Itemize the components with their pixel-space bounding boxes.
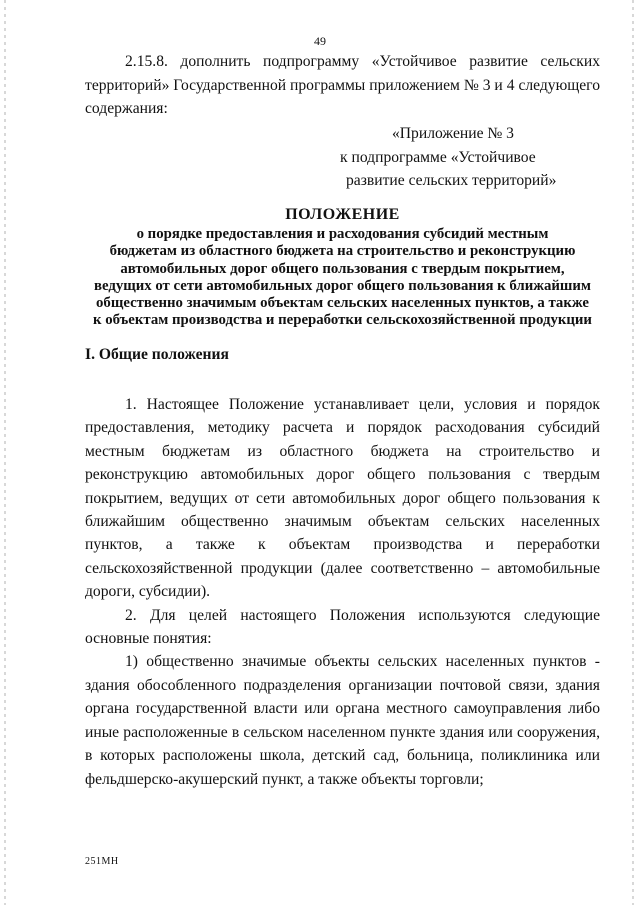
document-title: ПОЛОЖЕНИЕ [285,206,400,223]
subtitle-line: ведущих от сети автомобильных дорог общего пользования к ближайшим [93,277,592,294]
body-paragraph-1: 1. Настоящее Положение устанавливает цели, условия и порядок предоставления, методику расчета и порядок расходования субсидий местным бюджетам из областного бюджета на строительство и реконструкцию автомобильных дорог общего пользования с твердым покрытием, ведущих от сети автомобильных дорог общего пользования к ближайшим общественно значимым объектам сельских населенных пунктов, а также к объектам производства и переработки сельскохозяйственной продукции (далее соответственно – автомобильные дороги, субсидии). [85,396,600,601]
subtitle-line: о порядке предоставления и расходования субсидий местным [136,226,549,242]
footer-code: 251МН [85,856,119,867]
body-text [85,393,600,791]
page-number: 49 [314,34,326,48]
intro-paragraph: 2.15.8. дополнить подпрограмму «Устойчивое развитие сельских территорий» Государственной программы приложением № 3 и 4 следующего содержания: [85,53,600,117]
body-paragraph-3: 1) общественно значимые объекты сельских населенных пунктов - здания обособленного подразделения организации почтовой связи, здания органа государственной власти или органа местного самоуправления либо иные расположенные в сельском населенном пункте здания или сооружения, в которых расположены школа, детский сад, больница, поликлиника или фельдшерско-акушерский пункт, а также объекты торговли; [85,653,600,788]
scan-edge-left [4,0,6,905]
body-paragraph-2: 2. Для целей настоящего Положения используются следующие основные понятия: [85,606,600,648]
appendix-line-3: развитие сельских территорий» [346,172,557,189]
scan-edge-right [632,0,634,905]
appendix-header [340,122,600,193]
subtitle-line: общественно значимым объектам сельских населенных пунктов, а также [96,295,589,312]
document-title-block [80,205,605,330]
section-heading: I. Общие положения [85,346,229,363]
appendix-line-1: «Приложение № 3 [392,125,514,142]
subtitle-line: бюджетам из областного бюджета на строительство и реконструкцию [109,243,576,260]
appendix-line-2: к подпрограмме «Устойчивое [340,148,536,166]
subtitle-line: автомобильных дорог общего пользования с твердым покрытием, [120,260,565,277]
document-subtitle [80,226,605,330]
subtitle-line: к объектам производства и переработки сельскохозяйственной продукции [93,312,592,329]
